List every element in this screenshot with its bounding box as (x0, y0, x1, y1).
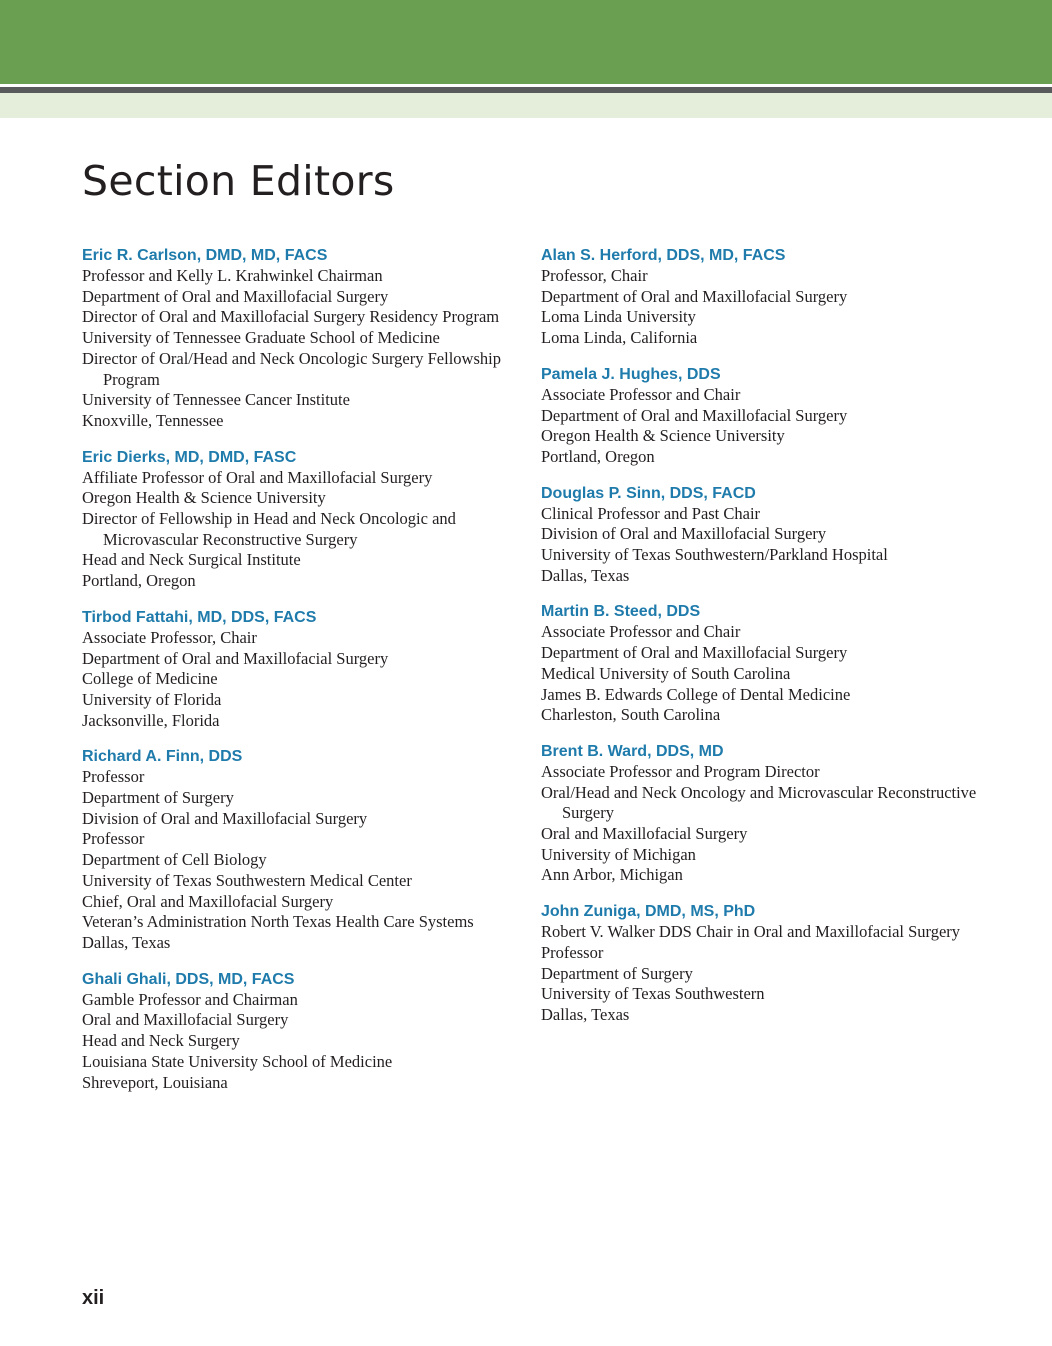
editor-affiliation-line: Shreveport, Louisiana (82, 1072, 228, 1092)
editor-affiliation-line: Chief, Oral and Maxillofacial Surgery (82, 891, 334, 911)
editor-affiliation-line: James B. Edwards College of Dental Medicine (541, 684, 851, 704)
editor-name: Eric Dierks, MD, DMD, FASC (82, 448, 297, 466)
editor-affiliation-line: Professor and Kelly L. Krahwinkel Chairman (82, 266, 383, 285)
editor-affiliation-line: Associate Professor and Chair (541, 622, 741, 642)
editor-affiliation-line: Associate Professor and Program Director (541, 761, 820, 781)
editor-name: Martin B. Steed, DDS (541, 603, 701, 621)
editor-affiliation-line: University of Tennessee Graduate School of Medicine (82, 328, 440, 348)
editor-affiliation-line: Department of Oral and Maxillofacial Surgery (541, 405, 848, 425)
editor-affiliation-line: College of Medicine (82, 669, 218, 689)
editor-affiliation-line: Louisiana State University School of Medicine (82, 1051, 393, 1071)
editor-affiliation-line: Director of Fellowship in Head and Neck Oncologic and Microvascular Reconstructive Surgery (82, 509, 456, 549)
editor-affiliation-line: Department of Surgery (541, 963, 693, 983)
editor-entry (541, 245, 981, 349)
editor-affiliation-line: Head and Neck Surgery (82, 1031, 240, 1051)
editor-affiliation-line: Jacksonville, Florida (82, 710, 220, 730)
editor-affiliation-line: Loma Linda, California (541, 328, 698, 348)
editor-affiliation-line: Clinical Professor and Past Chair (541, 503, 761, 523)
editor-name: John Zuniga, DMD, MS, PhD (541, 903, 756, 921)
editor-entry (541, 901, 981, 1026)
editor-affiliation-line: Professor (82, 767, 145, 787)
editor-affiliation-line: Department of Oral and Maxillofacial Surgery (82, 648, 389, 668)
editor-affiliation-line: Associate Professor, Chair (82, 627, 257, 647)
editor-affiliation-line: Dallas, Texas (82, 932, 171, 952)
editor-name: Tirbod Fattahi, MD, DDS, FACS (82, 608, 317, 626)
editor-affiliation-line: Department of Oral and Maxillofacial Surgery (541, 286, 848, 306)
editor-affiliation-line: Professor (82, 829, 145, 849)
editor-affiliation-line: Department of Cell Biology (82, 850, 267, 870)
editor-entry (82, 447, 522, 592)
editor-entry (82, 607, 522, 732)
editor-affiliation-line: Professor, Chair (541, 266, 648, 285)
editor-affiliation-line: University of Florida (82, 689, 222, 709)
page-number: xii (82, 1287, 105, 1309)
editor-affiliation-line: Robert V. Walker DDS Chair in Oral and Maxillofacial Surgery (541, 922, 961, 942)
editor-affiliation-line: Division of Oral and Maxillofacial Surgery (82, 808, 368, 828)
editor-entry (541, 741, 981, 886)
editor-affiliation-line: Associate Professor and Chair (541, 384, 741, 404)
editor-affiliation-line: Dallas, Texas (541, 565, 630, 585)
editor-name: Brent B. Ward, DDS, MD (541, 742, 724, 760)
editor-affiliation-line: Oral and Maxillofacial Surgery (541, 824, 748, 844)
editor-affiliation-line: Medical University of South Carolina (541, 663, 791, 683)
editor-affiliation-line: Gamble Professor and Chairman (82, 989, 298, 1009)
editor-affiliation-line: Portland, Oregon (541, 446, 655, 466)
editor-affiliation-line: Oral/Head and Neck Oncology and Microvascular Reconstructive Surgery (541, 782, 977, 823)
editor-affiliation-line: Loma Linda University (541, 307, 696, 327)
editor-entry (541, 483, 981, 587)
editor-name: Eric R. Carlson, DMD, MD, FACS (82, 247, 328, 264)
editor-name: Douglas P. Sinn, DDS, FACD (541, 484, 756, 502)
editor-entry (82, 245, 522, 432)
editor-entry (82, 969, 522, 1094)
editor-affiliation-line: Veteran’s Administration North Texas Health Care Systems (82, 912, 474, 932)
editor-affiliation-line: Affiliate Professor of Oral and Maxillofacial Surgery (82, 467, 433, 487)
editor-affiliation-line: University of Texas Southwestern Medical Center (82, 870, 412, 890)
editor-affiliation-line: Portland, Oregon (82, 571, 196, 591)
editor-affiliation-line: Department of Surgery (82, 788, 234, 808)
editor-name: Alan S. Herford, DDS, MD, FACS (541, 247, 786, 264)
editor-affiliation-line: Oregon Health & Science University (541, 426, 785, 446)
editor-affiliation-line: Charleston, South Carolina (541, 705, 721, 725)
editor-affiliation-line: Director of Oral/Head and Neck Oncologic Surgery Fellowship Program (82, 348, 501, 389)
editor-name: Ghali Ghali, DDS, MD, FACS (82, 970, 295, 988)
editor-affiliation-line: University of Texas Southwestern (541, 984, 765, 1004)
editor-affiliation-line: Director of Oral and Maxillofacial Surgery Residency Program (82, 307, 500, 327)
right-editor-column (541, 245, 981, 1041)
editor-affiliation-line: Head and Neck Surgical Institute (82, 550, 301, 570)
editor-affiliation-line: University of Tennessee Cancer Institute (82, 390, 350, 410)
editor-affiliation-line: University of Michigan (541, 844, 696, 864)
editor-affiliation-line: Department of Oral and Maxillofacial Surgery (541, 643, 848, 663)
editor-affiliation-line: Oregon Health & Science University (82, 488, 326, 508)
header-green-band (0, 0, 1052, 84)
editor-affiliation-line: Dallas, Texas (541, 1004, 630, 1024)
page-title: Section Editors (82, 157, 395, 205)
left-editor-column (82, 245, 522, 1108)
editor-affiliation-line: Department of Oral and Maxillofacial Surgery (82, 286, 389, 306)
editor-affiliation-line: University of Texas Southwestern/Parkland Hospital (541, 545, 888, 565)
editor-affiliation-line: Division of Oral and Maxillofacial Surgery (541, 524, 827, 544)
editor-affiliation-line: Ann Arbor, Michigan (541, 865, 683, 885)
editor-entry (541, 601, 981, 726)
editor-affiliation-line: Professor (541, 942, 604, 962)
editor-entry (82, 746, 522, 953)
header-light-band (0, 93, 1052, 118)
editor-affiliation-line: Knoxville, Tennessee (82, 410, 224, 430)
editor-entry (541, 364, 981, 468)
editor-affiliation-line: Oral and Maxillofacial Surgery (82, 1010, 289, 1030)
editor-name: Pamela J. Hughes, DDS (541, 365, 721, 383)
editor-name: Richard A. Finn, DDS (82, 748, 243, 766)
